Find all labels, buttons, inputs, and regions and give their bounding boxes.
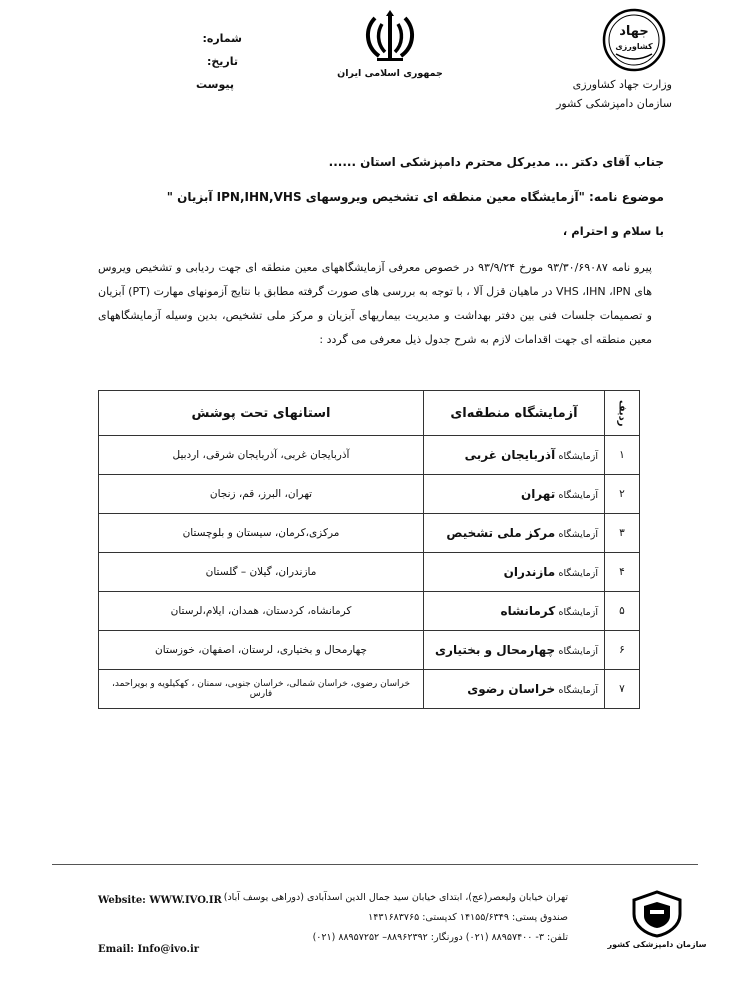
lab-name: تهران [520, 487, 556, 501]
lab-name: خراسان رضوی [467, 682, 556, 696]
addressee: جناب آقای دکتر ... مدیرکل محترم دامپزشکی استان ...... [328, 155, 664, 169]
lab-cell [424, 553, 605, 592]
provinces-cell: کرمانشاه، کردستان، همدان، ایلام،لرستان [99, 592, 424, 631]
header-row-number: ردیف [605, 391, 640, 436]
regional-labs-table [98, 390, 640, 709]
footer-address-line-3: تلفن: ۳- ۸۸۹۵۷۴۰۰ (۰۲۱) دورنگار: ۸۸۹۶۲۳۹۲– ۸۸۹۵۷۲۵۲ (۰۲۱) [312, 932, 568, 943]
provinces-cell: مازندران، گیلان – گلستان [99, 553, 424, 592]
table-header-row [99, 391, 640, 436]
footer-website: Website: WWW.IVO.IR [98, 895, 222, 906]
table-row [99, 631, 640, 670]
footer-divider [52, 864, 698, 865]
row-number: ۴ [605, 553, 640, 592]
lab-prefix: آزمایشگاه [558, 607, 598, 618]
lab-prefix: آزمایشگاه [558, 646, 598, 657]
vet-organization-logo-caption: سازمان دامپزشکی کشور [607, 940, 707, 949]
lab-prefix: آزمایشگاه [558, 451, 598, 462]
row-number: ۶ [605, 631, 640, 670]
lab-name: مرکز ملی تشخیص [446, 526, 556, 540]
table-row [99, 514, 640, 553]
footer-address-line-1: تهران خیابان ولیعصر(عج)، ابتدای خیابان سید جمال الدین اسدآبادی (دوراهی یوسف آباد) [223, 892, 568, 903]
lab-cell [424, 436, 605, 475]
provinces-cell: تهران، البرز، قم، زنجان [99, 475, 424, 514]
lab-cell [424, 475, 605, 514]
iran-emblem [355, 10, 425, 65]
letter-date-label: تاریخ: [206, 55, 238, 68]
lab-cell [424, 592, 605, 631]
vet-organization-logo [626, 890, 688, 938]
lab-name: آذربایجان غربی [464, 448, 556, 462]
subject-line: موضوع نامه: "آزمایشگاه معین منطقه ای تشخیص ویروسهای IPN,IHN,VHS آبزیان " [166, 190, 664, 204]
lab-name: چهارمحال و بختیاری [435, 643, 556, 657]
row-number: ۲ [605, 475, 640, 514]
letter-number-label: شماره: [202, 32, 242, 45]
ministry-name: وزارت جهاد کشاورزی [572, 78, 672, 91]
row-number: ۳ [605, 514, 640, 553]
row-number: ۱ [605, 436, 640, 475]
table-row [99, 475, 640, 514]
lab-cell [424, 631, 605, 670]
provinces-cell: چهارمحال و بختیاری، لرستان، اصفهان، خوزستان [99, 631, 424, 670]
lab-name: کرمانشاه [500, 604, 556, 618]
footer-address-line-2: صندوق پستی: ۱۴۱۵۵/۶۳۴۹ کدپستی: ۱۴۳۱۶۸۳۷۶۵ [368, 912, 568, 923]
header-covered-provinces: استانهای تحت پوشش [99, 391, 424, 436]
provinces-cell: مرکزی،کرمان، سیستان و بلوچستان [99, 514, 424, 553]
organization-name: سازمان دامپزشکی کشور [556, 97, 672, 110]
greeting: با سلام و احترام ، [562, 224, 664, 238]
lab-prefix: آزمایشگاه [558, 685, 598, 696]
agriculture-logo-icon [602, 8, 666, 72]
row-number: ۵ [605, 592, 640, 631]
lab-prefix: آزمایشگاه [558, 529, 598, 540]
provinces-cell: آذربایجان غربی، آذربایجان شرقی، اردبیل [99, 436, 424, 475]
table-row [99, 436, 640, 475]
lab-prefix: آزمایشگاه [558, 568, 598, 579]
provinces-cell: خراسان رضوی، خراسان شمالی، خراسان جنوبی، سمنان ، کهکیلویه و بویراحمد، فارس [99, 670, 424, 709]
agriculture-logo-text-bottom: کشاورزی [615, 42, 653, 51]
emblem-caption: جمهوری اسلامی ایران [337, 68, 443, 79]
iran-emblem-icon [355, 10, 425, 65]
table-row [99, 553, 640, 592]
lab-cell [424, 514, 605, 553]
header-regional-lab: آزمایشگاه منطقه‌ای [424, 391, 605, 436]
row-number: ۷ [605, 670, 640, 709]
table-row [99, 592, 640, 631]
lab-prefix: آزمایشگاه [558, 490, 598, 501]
footer-email: Email: Info@ivo.ir [98, 944, 200, 955]
table-row [99, 670, 640, 709]
lab-name: مازندران [503, 565, 556, 579]
vet-organization-logo-icon [626, 890, 688, 938]
agriculture-logo-text-top: جهاد [619, 24, 649, 39]
agriculture-logo [602, 8, 666, 72]
lab-cell [424, 670, 605, 709]
letter-attachment-label: پیوست [196, 78, 234, 91]
body-paragraph: پیرو نامه ۹۳/۳۰/۶۹۰۸۷ مورخ ۹۳/۹/۲۴ در خصوص معرفی آزمایشگاههای معین منطقه ای جهت ردیابی و تشخیص ویروس های VHS ،IHN ،IPN در ماهیان قزل آلا ، با توجه به بررسی های صورت گرفته مطابق با نتایج آزمونهای مهارت (PT) آبزیان و تصمیمات جلسات فنی بین دفتر بهداشت و مدیریت بیماریهای آبزیان و مرکز ملی تشخیص، بدین وسیله آزمایشگاههای معین منطقه ای جهت اقدامات لازم به شرح جدول ذیل معرفی می گردد : [98, 261, 652, 346]
